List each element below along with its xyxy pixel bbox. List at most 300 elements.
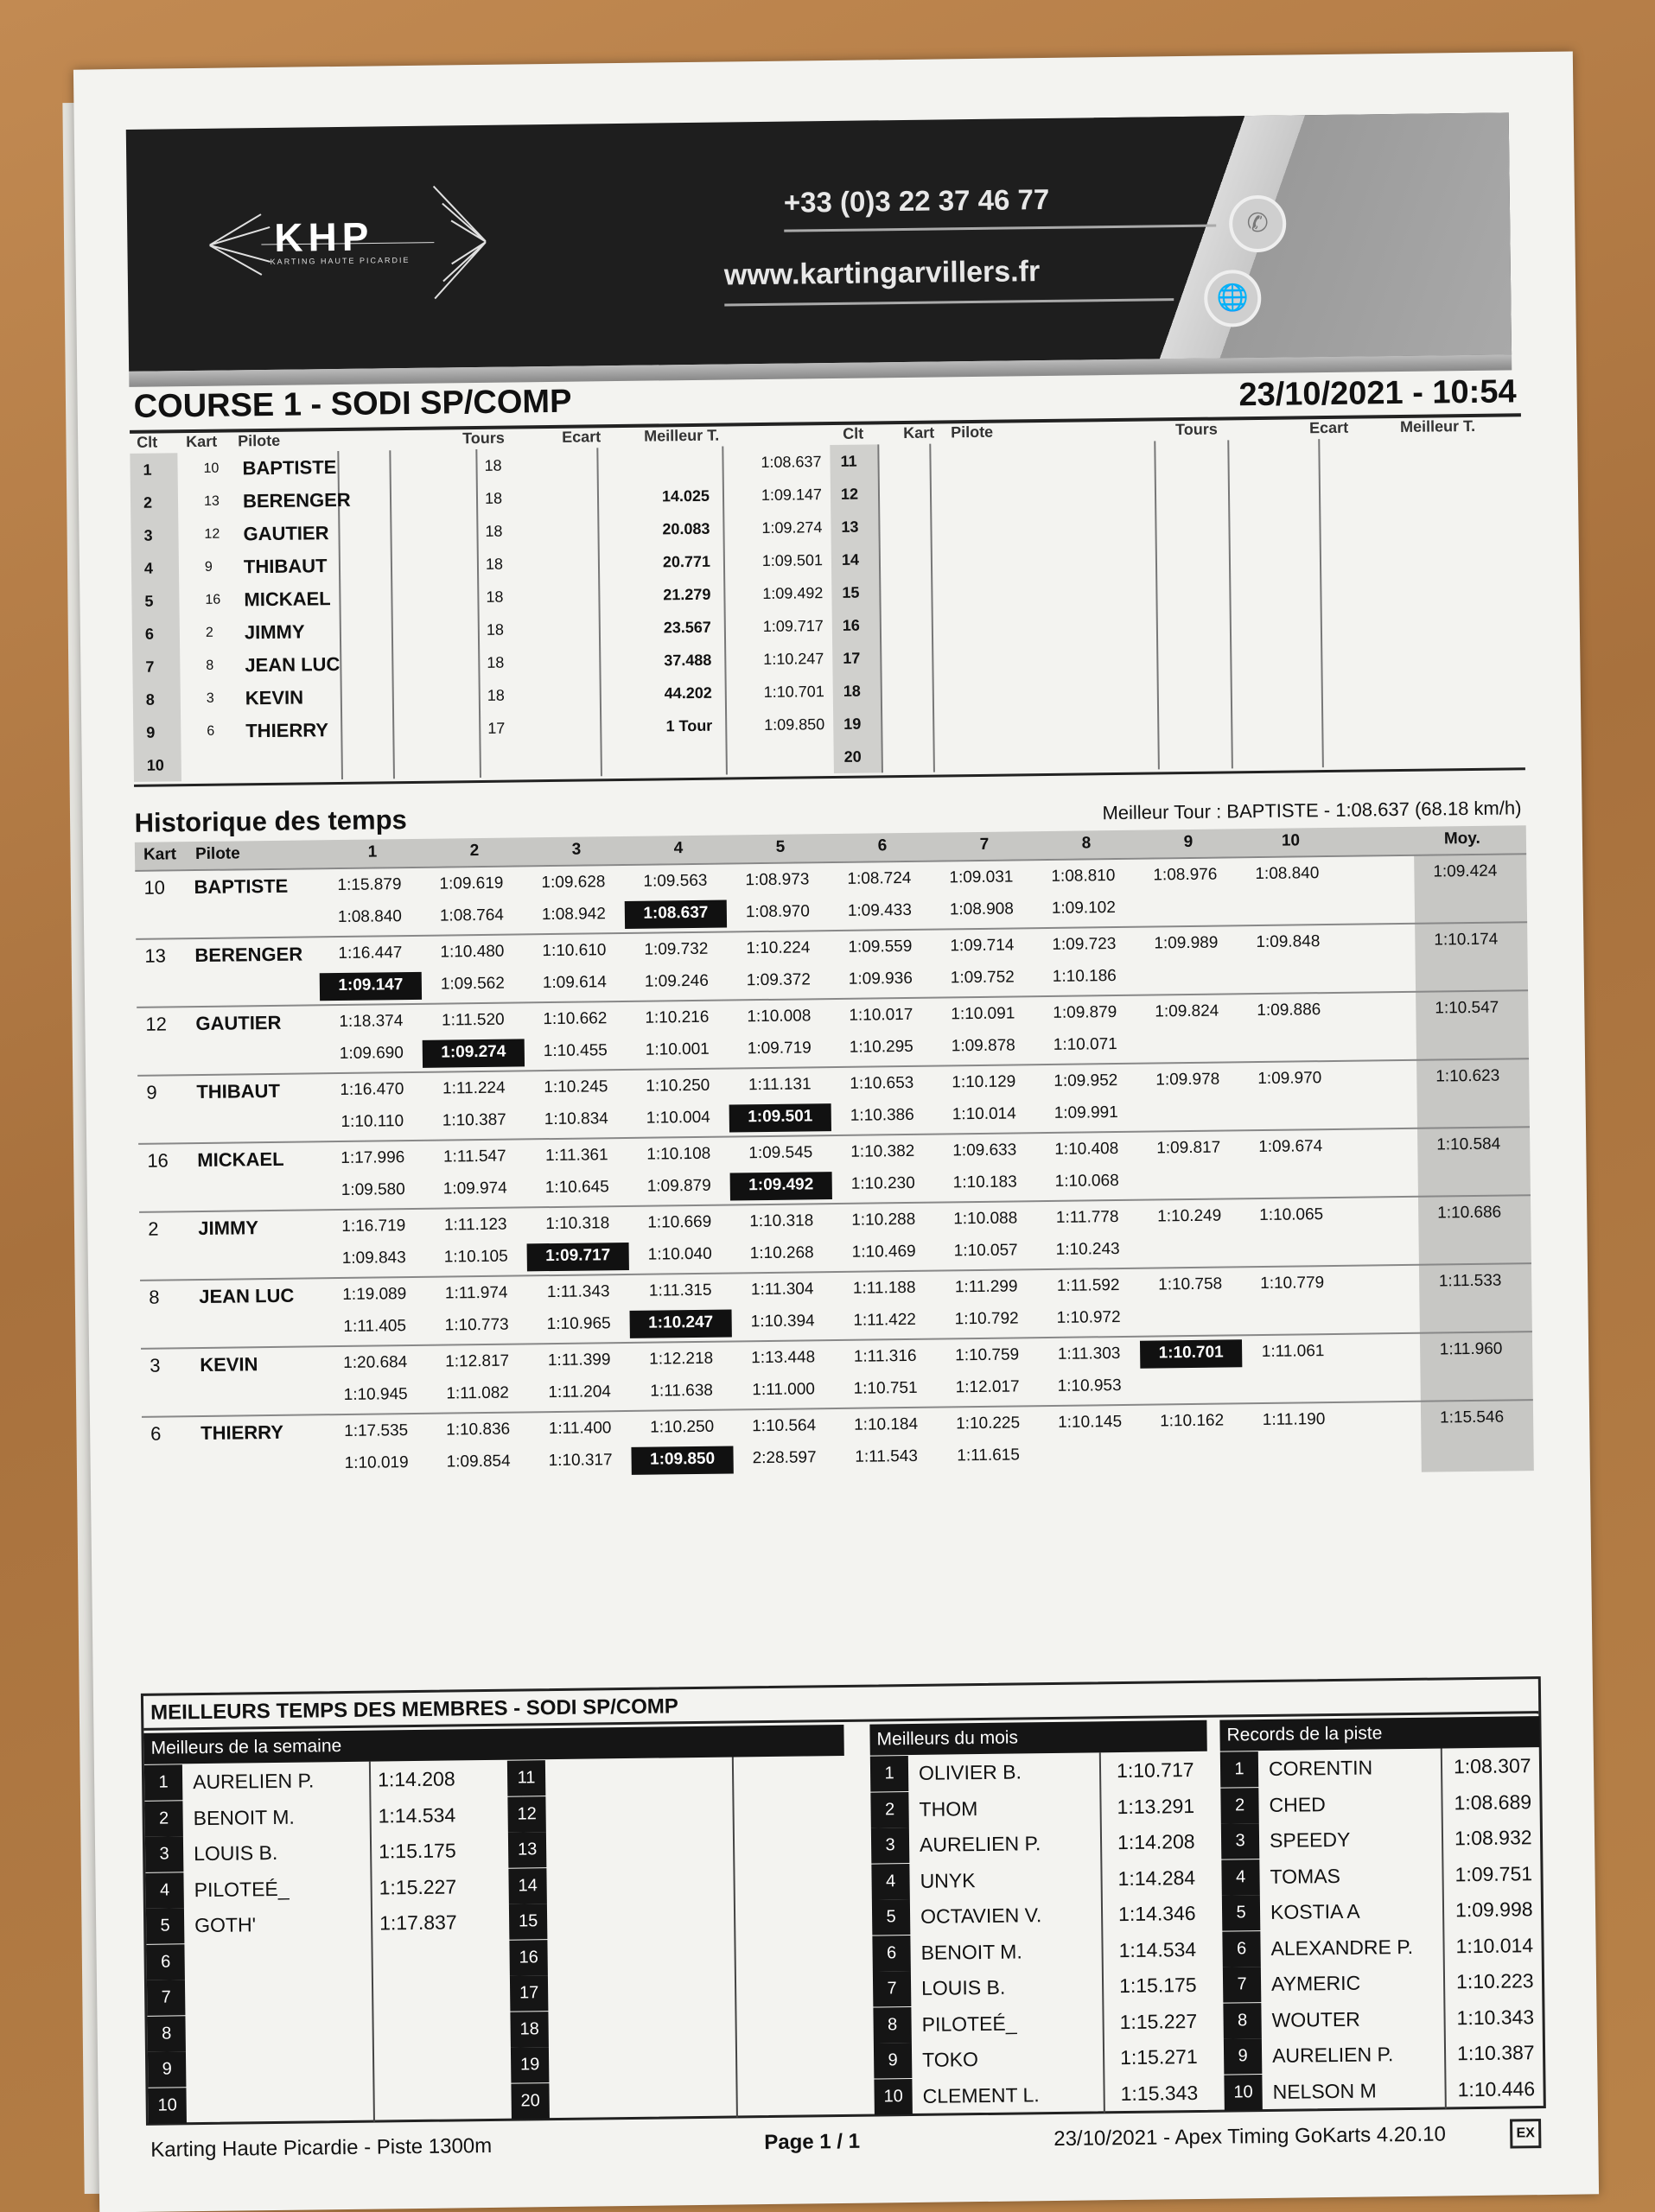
- rank: 7: [873, 1971, 911, 2007]
- lap-time: 1:10.243: [1055, 1240, 1120, 1259]
- rank: 1: [144, 1764, 182, 1801]
- week2-row: [509, 1900, 855, 1940]
- member-time: 1:08.307: [1453, 1754, 1531, 1778]
- lap-time: 1:10.834: [544, 1109, 608, 1129]
- rank: 5: [1222, 1895, 1260, 1931]
- lap-time: 1:10.071: [1053, 1035, 1117, 1054]
- lap-time: 1:10.088: [953, 1209, 1018, 1229]
- lap-time: 1:08.810: [1051, 867, 1116, 886]
- lap-time: 1:11.315: [648, 1281, 712, 1300]
- header-lap-4: 4: [673, 839, 684, 858]
- lap-time: 1:10.759: [955, 1345, 1020, 1365]
- month-row: [874, 2039, 1219, 2079]
- average-time: 1:10.174: [1434, 930, 1499, 950]
- gap: 44.202: [664, 683, 712, 702]
- lap-time: 1:16.719: [341, 1217, 406, 1236]
- header-moy: Moy.: [1443, 829, 1480, 849]
- header-meilleur: Meilleur T.: [644, 426, 720, 445]
- member-time: 1:08.689: [1454, 1789, 1532, 1814]
- rank-right: 19: [843, 715, 862, 733]
- rank-right: 20: [843, 747, 862, 766]
- rank-right: 17: [843, 649, 861, 667]
- pilot-name: BAPTISTE: [194, 874, 289, 899]
- lap-time: 1:11.316: [853, 1346, 917, 1366]
- lap-time: 1:10.129: [952, 1072, 1016, 1092]
- rank: 10: [146, 756, 164, 774]
- month-row: [870, 1788, 1216, 1827]
- month-row: [872, 1931, 1218, 1971]
- member-name: CLEMENT L.: [922, 2082, 1040, 2107]
- best-time: 1:09.850: [764, 715, 825, 734]
- pilot-name: JIMMY: [244, 620, 305, 644]
- laps-count: 18: [484, 489, 503, 507]
- kart-number: 9: [146, 1081, 157, 1103]
- header-lap-5: 5: [775, 837, 786, 856]
- lap-time: 1:18.374: [339, 1012, 404, 1032]
- rank: 4: [145, 1872, 183, 1909]
- lap-time: 1:09.614: [542, 973, 607, 993]
- week2-row: [511, 2079, 856, 2119]
- lap-time: 2:28.597: [752, 1448, 817, 1468]
- member-time: 1:10.446: [1457, 2076, 1536, 2101]
- header-lap-6: 6: [877, 836, 888, 855]
- lap-time: 1:10.610: [542, 941, 607, 961]
- lap-time: 1:11.304: [750, 1280, 814, 1300]
- lap-time: 1:11.082: [446, 1383, 510, 1403]
- kart-number: 6: [150, 1422, 162, 1445]
- lap-time: 1:09.719: [747, 1039, 812, 1058]
- best-lap-time: 1:09.492: [730, 1172, 832, 1200]
- lap-time: 1:09.824: [1155, 1001, 1219, 1021]
- laps-count: 18: [485, 522, 503, 540]
- header-pilote: Pilote: [194, 844, 240, 864]
- lap-time: 1:10.564: [752, 1416, 817, 1436]
- lap-time: 1:09.848: [1256, 932, 1321, 952]
- lap-time: 1:11.224: [442, 1078, 506, 1098]
- lap-time: 1:16.447: [338, 944, 403, 963]
- lap-time: 1:10.184: [854, 1414, 919, 1434]
- lap-time: 1:12.017: [955, 1377, 1020, 1397]
- gap: 14.025: [661, 486, 710, 505]
- lap-time: 1:10.953: [1057, 1376, 1122, 1395]
- lap-time: 1:10.091: [951, 1004, 1015, 1024]
- laps-count: 18: [485, 555, 504, 573]
- week-row: [147, 2012, 493, 2051]
- lap-time: 1:10.408: [1054, 1140, 1119, 1159]
- rank: 9: [874, 2043, 912, 2079]
- member-time: 1:14.208: [377, 1767, 455, 1791]
- rank: 3: [871, 1827, 909, 1864]
- lap-time: 1:10.004: [646, 1108, 710, 1128]
- week-row: [145, 1833, 491, 1872]
- lap-time: 1:10.008: [747, 1007, 812, 1027]
- member-name: AURELIEN P.: [919, 1832, 1041, 1856]
- records-row: [1221, 1855, 1567, 1895]
- pilot-name: THIERRY: [245, 719, 329, 742]
- member-time: 1:14.346: [1117, 1901, 1196, 1926]
- week2-row: [508, 1828, 854, 1868]
- lap-time: 1:10.105: [443, 1247, 508, 1267]
- average-time: 1:10.547: [1435, 998, 1499, 1018]
- lap-time: 1:10.972: [1056, 1307, 1121, 1327]
- column-line: [1227, 440, 1233, 768]
- lap-time: 1:09.843: [341, 1249, 406, 1268]
- lap-time: 1:10.394: [750, 1312, 815, 1332]
- lap-time: 1:09.690: [339, 1044, 404, 1064]
- header-kart: Kart: [143, 845, 177, 864]
- lap-time: 1:09.674: [1258, 1137, 1323, 1157]
- lap-time: 1:09.936: [848, 969, 913, 988]
- member-name: PILOTEÉ_: [194, 1877, 290, 1901]
- member-time: 1:17.837: [379, 1910, 457, 1935]
- rank-right: 12: [840, 485, 859, 503]
- member-name: GOTH': [194, 1913, 257, 1937]
- records-row: [1224, 2035, 1569, 2075]
- month-row: [872, 1896, 1218, 1936]
- lap-time: 1:09.952: [1053, 1071, 1118, 1090]
- lap-time: 1:11.123: [443, 1215, 507, 1235]
- week-heading: Meilleurs de la semaine: [143, 1725, 843, 1764]
- lap-time: 1:10.965: [546, 1314, 611, 1334]
- rank: 9: [146, 723, 156, 741]
- kart-number: 10: [203, 461, 220, 476]
- records-row: [1220, 1748, 1566, 1788]
- member-name: AURELIEN P.: [192, 1769, 315, 1794]
- lap-time: 1:11.547: [442, 1147, 506, 1166]
- header-lap-3: 3: [571, 840, 582, 859]
- week2-row: [509, 1936, 855, 1975]
- member-time: 1:10.387: [1456, 2041, 1535, 2065]
- lap-time: 1:08.724: [847, 868, 912, 888]
- lap-time: 1:09.879: [646, 1176, 711, 1196]
- member-time: 1:10.014: [1455, 1933, 1534, 1957]
- lap-time: 1:10.758: [1158, 1274, 1223, 1294]
- lap-time: 1:11.188: [852, 1278, 916, 1298]
- lap-time: 1:09.732: [644, 939, 709, 959]
- pilot-name: THIBAUT: [243, 555, 328, 578]
- column-line: [1154, 441, 1160, 769]
- rank: 1: [870, 1756, 908, 1792]
- rank: 8: [873, 2007, 911, 2044]
- lap-time: 1:10.019: [344, 1453, 409, 1472]
- pilot-name: GAUTIER: [243, 522, 329, 545]
- member-name: BENOIT M.: [193, 1805, 295, 1829]
- member-name: OCTAVIEN V.: [920, 1904, 1042, 1928]
- member-name: THOM: [919, 1796, 978, 1821]
- gap: 23.567: [663, 618, 711, 637]
- lap-time: 1:11.778: [1055, 1208, 1119, 1227]
- kart-number: 16: [205, 592, 221, 607]
- best-time: 1:08.637: [761, 453, 822, 472]
- best-lap-time: 1:10.247: [630, 1309, 732, 1338]
- best-time: 1:09.501: [761, 551, 824, 569]
- rank-right: 14: [841, 550, 860, 569]
- lap-time: 1:10.249: [1157, 1206, 1222, 1226]
- lap-time: 1:10.480: [440, 942, 505, 962]
- best-time: 1:09.147: [761, 486, 823, 505]
- best-lap-time: 1:09.717: [527, 1243, 629, 1271]
- member-time: 1:14.284: [1117, 1866, 1196, 1890]
- average-time: 1:11.533: [1438, 1271, 1502, 1291]
- rank: 2: [1220, 1788, 1258, 1824]
- gap: 20.083: [662, 519, 710, 538]
- lap-time: 1:10.779: [1260, 1274, 1325, 1294]
- member-time: 1:10.343: [1456, 2005, 1535, 2029]
- lap-time: 1:10.065: [1259, 1205, 1324, 1225]
- member-time: 1:14.534: [378, 1802, 456, 1827]
- rank: 20: [511, 2083, 549, 2120]
- member-name: CORENTIN: [1268, 1756, 1373, 1780]
- members-best-times: [141, 1676, 1546, 2126]
- lap-time: 1:10.751: [853, 1378, 918, 1398]
- rank: 7: [147, 1980, 185, 2016]
- lap-time: 1:17.996: [341, 1148, 405, 1168]
- lap-time: 1:10.225: [956, 1414, 1021, 1433]
- lap-time: 1:09.974: [442, 1179, 507, 1198]
- header-right-pilote: Pilote: [950, 423, 994, 442]
- header-right-meilleur: Meilleur T.: [1399, 416, 1476, 435]
- lap-time: 1:10.108: [646, 1144, 711, 1164]
- best-time: 1:09.492: [762, 584, 824, 602]
- pilot-name: JEAN LUC: [199, 1284, 295, 1308]
- member-name: TOMAS: [1270, 1864, 1341, 1888]
- lap-time: 1:10.455: [543, 1041, 608, 1061]
- column-line: [1318, 439, 1324, 767]
- header-lap-10: 10: [1281, 831, 1301, 850]
- member-time: 1:09.751: [1454, 1861, 1533, 1885]
- records-heading: Records de la piste: [1219, 1716, 1539, 1751]
- kart-number: 9: [204, 559, 213, 575]
- best-time: 1:10.701: [763, 683, 824, 701]
- lap-time: 1:10.386: [850, 1105, 914, 1125]
- week-row: [148, 2048, 493, 2088]
- race-title: COURSE 1 - SODI SP/COMP: [133, 383, 572, 425]
- footer-track: Karting Haute Picardie - Piste 1300m: [150, 2133, 493, 2162]
- lap-time: 1:10.245: [544, 1077, 608, 1097]
- gap: 1 Tour: [665, 716, 713, 735]
- records-row: [1223, 1999, 1569, 2038]
- best-time: 1:09.274: [761, 518, 823, 537]
- rank: 11: [507, 1760, 545, 1796]
- pilot-name: JEAN LUC: [245, 652, 341, 677]
- best-lap-time: 1:10.701: [1140, 1339, 1242, 1368]
- month-row: [871, 1859, 1217, 1899]
- records-row: [1222, 1891, 1568, 1931]
- lap-time: 1:11.520: [441, 1010, 505, 1030]
- lap-time: 1:11.543: [855, 1446, 919, 1466]
- rank: 19: [511, 2047, 549, 2083]
- best-time: 1:09.717: [762, 617, 824, 635]
- week2-row: [507, 1757, 853, 1796]
- pilot-name: BERENGER: [194, 943, 303, 967]
- lap-time: 1:10.387: [442, 1110, 506, 1130]
- lap-time: 1:10.057: [953, 1241, 1018, 1261]
- member-name: AURELIEN P.: [1271, 2043, 1394, 2067]
- rank: 3: [1221, 1823, 1259, 1859]
- header-ecart: Ecart: [562, 428, 602, 446]
- rank: 7: [145, 658, 155, 676]
- lap-time: 1:08.973: [745, 870, 810, 890]
- lap-time: 1:09.563: [643, 871, 708, 891]
- lap-time: 1:09.723: [1052, 935, 1117, 954]
- lap-time: 1:09.989: [1154, 933, 1219, 953]
- lap-time: 1:08.908: [949, 899, 1014, 919]
- lap-time: 1:09.628: [541, 873, 606, 893]
- phone-icon: ✆: [1229, 195, 1287, 253]
- rank: 10: [1224, 2075, 1262, 2111]
- lap-time: 1:09.978: [1155, 1070, 1220, 1090]
- race-sheet: [73, 51, 1599, 2212]
- month-row: [871, 1824, 1217, 1864]
- rank: 5: [144, 592, 154, 610]
- globe-icon: 🌐: [1204, 270, 1262, 327]
- lap-time: 1:10.110: [341, 1112, 404, 1131]
- laps-count: 18: [486, 588, 504, 606]
- kart-number: 3: [150, 1354, 161, 1376]
- rank: 8: [147, 2016, 185, 2052]
- header-kart: Kart: [186, 432, 218, 451]
- lap-time: 1:10.669: [647, 1212, 712, 1232]
- header-right-ecart: Ecart: [1308, 418, 1349, 437]
- records-row: [1221, 1820, 1567, 1859]
- lap-time: 1:09.102: [1051, 899, 1116, 918]
- footer-software: 23/10/2021 - Apex Timing GoKarts 4.20.10: [1053, 2122, 1447, 2152]
- lap-time: 1:08.976: [1153, 865, 1218, 885]
- rank-right: 13: [841, 518, 859, 536]
- member-time: 1:15.271: [1119, 2044, 1198, 2069]
- best-lap-time: 1:09.274: [423, 1039, 525, 1067]
- header-pilote: Pilote: [238, 431, 281, 450]
- lap-time: 1:09.246: [644, 971, 709, 991]
- footer-page: Page 1 / 1: [764, 2129, 861, 2155]
- lap-time: 1:11.303: [1057, 1344, 1121, 1363]
- rank: 18: [510, 2012, 548, 2048]
- lap-time: 1:10.268: [749, 1243, 814, 1263]
- lap-time: 1:15.879: [337, 875, 402, 895]
- lap-time: 1:11.343: [546, 1282, 610, 1302]
- rank: 17: [510, 1975, 548, 2012]
- week-row: [144, 1761, 490, 1801]
- rank: 15: [509, 1904, 547, 1940]
- header-lap-9: 9: [1183, 832, 1194, 852]
- best-lap-time: 1:09.147: [320, 972, 422, 1001]
- lap-time: 1:10.662: [543, 1009, 608, 1029]
- records-row: [1220, 1783, 1566, 1823]
- rank: 4: [1221, 1859, 1259, 1896]
- lap-time: 1:09.970: [1257, 1069, 1322, 1089]
- week2-row: [510, 1972, 856, 2012]
- lap-time: 1:10.645: [544, 1178, 609, 1198]
- month-row: [874, 2075, 1219, 2114]
- rank: 7: [1223, 1967, 1261, 2003]
- lap-time: 1:10.773: [444, 1315, 509, 1335]
- lap-time: 1:10.382: [850, 1141, 915, 1161]
- header-tours: Tours: [462, 429, 505, 448]
- lap-time: 1:09.879: [1053, 1003, 1117, 1022]
- header-lap-7: 7: [979, 835, 990, 854]
- rank-right: 18: [843, 682, 861, 700]
- member-time: 1:14.208: [1117, 1829, 1195, 1854]
- lap-time: 1:10.145: [1058, 1412, 1123, 1432]
- member-name: NELSON M: [1272, 2078, 1377, 2103]
- kart-number: 3: [206, 690, 214, 706]
- member-name: OLIVIER B.: [918, 1760, 1022, 1784]
- records-row: [1222, 1927, 1568, 1967]
- logo-text: KHP: [273, 213, 374, 260]
- member-time: 1:15.227: [379, 1874, 457, 1899]
- lap-time: 1:09.633: [952, 1141, 1017, 1160]
- week2-row: [508, 1864, 854, 1904]
- header-banner: [126, 112, 1512, 372]
- lap-time: 1:10.014: [952, 1104, 1016, 1124]
- average-time: 1:15.546: [1439, 1408, 1505, 1427]
- lap-time: 1:09.854: [446, 1452, 511, 1471]
- website-url: www.kartingarvillers.fr: [723, 255, 1041, 292]
- gap: 21.279: [663, 585, 711, 604]
- pilot-name: THIBAUT: [196, 1079, 281, 1103]
- pilot-name: MICKAEL: [197, 1147, 284, 1172]
- lap-time: 1:10.469: [851, 1242, 916, 1262]
- average-time: 1:11.960: [1439, 1339, 1503, 1359]
- lap-time: 1:10.224: [746, 938, 811, 958]
- kart-number: 2: [148, 1217, 159, 1240]
- rank: 9: [148, 2051, 186, 2088]
- lap-time: 1:09.562: [440, 974, 505, 994]
- member-time: 1:15.343: [1120, 2081, 1199, 2105]
- lap-time: 1:09.580: [341, 1180, 405, 1200]
- lap-time: 1:09.886: [1257, 1001, 1321, 1020]
- best-lap-time: 1:08.637: [625, 900, 727, 929]
- lap-time: 1:10.295: [849, 1037, 913, 1057]
- lap-time: 1:09.031: [949, 868, 1014, 887]
- lap-time: 1:10.318: [749, 1211, 814, 1231]
- best-lap-time: 1:09.501: [729, 1103, 831, 1132]
- member-time: 1:14.534: [1118, 1937, 1197, 1961]
- rank: 12: [507, 1796, 545, 1833]
- column-line: [929, 444, 935, 772]
- kart-number: 2: [205, 625, 213, 640]
- phone-number: +33 (0)3 22 37 46 77: [783, 182, 1050, 219]
- week2-row: [510, 2007, 856, 2047]
- lap-time: 1:11.299: [954, 1277, 1018, 1297]
- member-name: SPEEDY: [1269, 1827, 1351, 1852]
- header-right-clt: Clt: [843, 424, 864, 442]
- header-right-kart: Kart: [903, 423, 935, 442]
- member-name: CHED: [1269, 1792, 1326, 1816]
- member-name: LOUIS B.: [193, 1840, 278, 1866]
- rank: 5: [146, 1908, 184, 1944]
- rank: 3: [145, 1836, 183, 1872]
- rank-right: 16: [842, 616, 860, 634]
- member-name: AYMERIC: [1270, 1971, 1361, 1995]
- lap-time: 1:10.250: [646, 1076, 710, 1096]
- lap-time: 1:11.405: [343, 1317, 407, 1336]
- rank: 3: [143, 526, 153, 544]
- kart-number: 16: [147, 1149, 169, 1172]
- lap-time: 1:11.204: [548, 1382, 612, 1402]
- pilot-name: BAPTISTE: [242, 456, 337, 480]
- race-datetime: 23/10/2021 - 10:54: [1238, 373, 1517, 414]
- lap-time: 1:09.991: [1053, 1103, 1118, 1122]
- best-lap-time: 1:09.850: [631, 1446, 733, 1474]
- kart-number: 10: [143, 876, 166, 899]
- rank: 2: [143, 493, 153, 512]
- rank: 14: [508, 1868, 546, 1904]
- gap: 37.488: [664, 651, 712, 670]
- rank: 5: [872, 1899, 910, 1936]
- pilot-name: THIERRY: [201, 1421, 284, 1445]
- lap-time: 1:09.714: [950, 936, 1015, 956]
